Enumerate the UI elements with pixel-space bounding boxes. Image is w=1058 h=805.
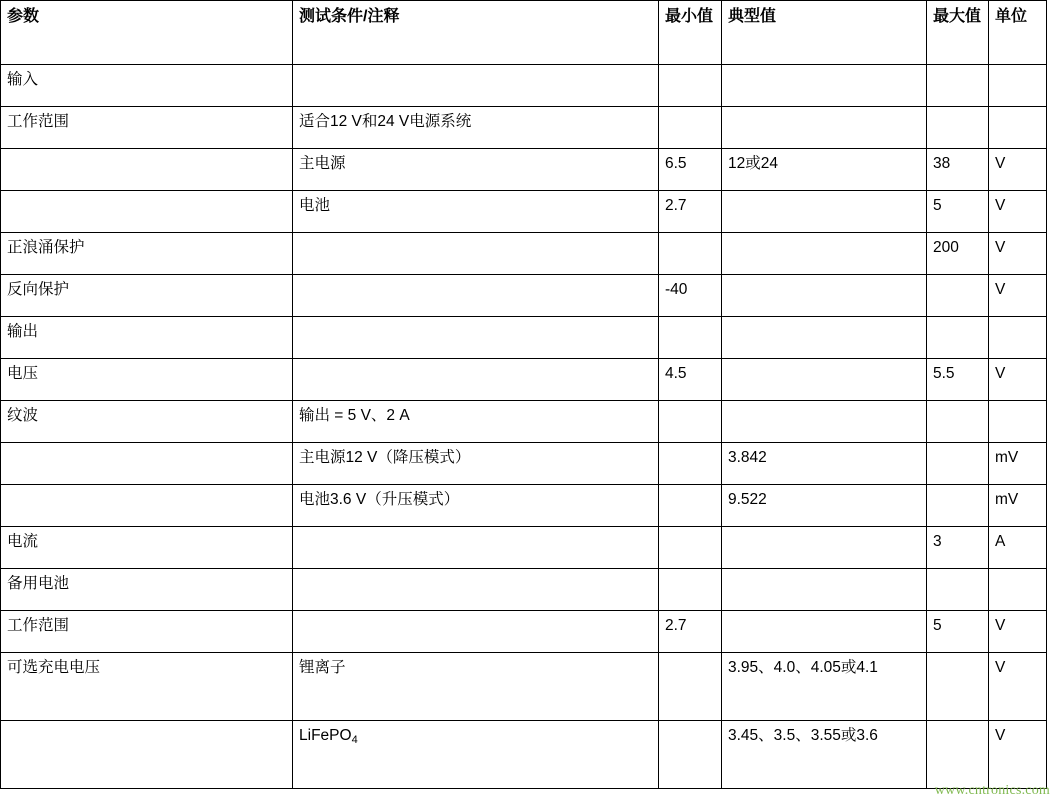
cell-min: 2.7 xyxy=(659,611,722,653)
cell-min xyxy=(659,721,722,789)
cell-unit: V xyxy=(989,359,1047,401)
cell-min xyxy=(659,233,722,275)
cell-unit: V xyxy=(989,191,1047,233)
table-row xyxy=(1,527,1047,569)
cell-max: 5 xyxy=(927,191,989,233)
cell-condition: 主电源12 V（降压模式） xyxy=(293,443,659,485)
cell-typ xyxy=(722,611,927,653)
cell-max xyxy=(927,317,989,359)
cell-unit xyxy=(989,65,1047,107)
cell-max: 3 xyxy=(927,527,989,569)
cell-condition xyxy=(293,317,659,359)
cell-max: 38 xyxy=(927,149,989,191)
table-row xyxy=(1,443,1047,485)
cell-condition: 输出 = 5 V、2 A xyxy=(293,401,659,443)
cell-unit: A xyxy=(989,527,1047,569)
table-row xyxy=(1,569,1047,611)
cell-min xyxy=(659,569,722,611)
table-header-row xyxy=(1,1,1047,65)
table-row xyxy=(1,317,1047,359)
cell-parameter xyxy=(1,485,293,527)
column-header-conditions: 测试条件/注释 xyxy=(293,1,659,65)
table-row xyxy=(1,401,1047,443)
cell-max xyxy=(927,653,989,721)
cell-typ xyxy=(722,527,927,569)
cell-max xyxy=(927,721,989,789)
cell-unit: mV xyxy=(989,485,1047,527)
cell-typ xyxy=(722,233,927,275)
cell-typ: 9.522 xyxy=(722,485,927,527)
cell-max: 5 xyxy=(927,611,989,653)
column-header-parameter: 参数 xyxy=(1,1,293,65)
table-row xyxy=(1,65,1047,107)
cell-min: 2.7 xyxy=(659,191,722,233)
cell-typ xyxy=(722,107,927,149)
cell-condition: 主电源 xyxy=(293,149,659,191)
table-row xyxy=(1,611,1047,653)
cell-condition xyxy=(293,527,659,569)
cell-unit: V xyxy=(989,721,1047,789)
cell-unit xyxy=(989,401,1047,443)
table-body xyxy=(1,65,1047,789)
cell-min xyxy=(659,107,722,149)
cell-parameter: 输出 xyxy=(1,317,293,359)
cell-parameter xyxy=(1,191,293,233)
column-header-min: 最小值 xyxy=(659,1,722,65)
cell-min xyxy=(659,65,722,107)
cell-unit: V xyxy=(989,275,1047,317)
cell-max xyxy=(927,569,989,611)
cell-max: 5.5 xyxy=(927,359,989,401)
column-header-typ: 典型值 xyxy=(722,1,927,65)
table-row xyxy=(1,275,1047,317)
cell-typ xyxy=(722,569,927,611)
subscript: 4 xyxy=(351,734,358,746)
cell-condition: LiFePO4 xyxy=(293,721,659,789)
cell-unit xyxy=(989,107,1047,149)
cell-typ: 3.95、4.0、4.05或4.1 xyxy=(722,653,927,721)
cell-min xyxy=(659,485,722,527)
cell-parameter: 电流 xyxy=(1,527,293,569)
cell-typ xyxy=(722,317,927,359)
cell-parameter: 纹波 xyxy=(1,401,293,443)
cell-min xyxy=(659,653,722,721)
cell-condition: 锂离子 xyxy=(293,653,659,721)
cell-max xyxy=(927,65,989,107)
table-row xyxy=(1,149,1047,191)
cell-parameter: 可选充电电压 xyxy=(1,653,293,721)
cell-typ xyxy=(722,401,927,443)
cell-typ xyxy=(722,275,927,317)
cell-max xyxy=(927,485,989,527)
column-header-unit: 单位 xyxy=(989,1,1047,65)
cell-min: 4.5 xyxy=(659,359,722,401)
table-row xyxy=(1,359,1047,401)
cell-min: 6.5 xyxy=(659,149,722,191)
watermark: www.cntronics.com xyxy=(934,783,1050,798)
table-row xyxy=(1,721,1047,789)
cell-parameter xyxy=(1,721,293,789)
cell-unit: V xyxy=(989,611,1047,653)
cell-min xyxy=(659,527,722,569)
cell-parameter: 备用电池 xyxy=(1,569,293,611)
cell-parameter: 工作范围 xyxy=(1,611,293,653)
cell-typ xyxy=(722,359,927,401)
cell-unit: mV xyxy=(989,443,1047,485)
cell-typ xyxy=(722,191,927,233)
cell-unit xyxy=(989,569,1047,611)
cell-max: 200 xyxy=(927,233,989,275)
table-row xyxy=(1,653,1047,721)
cell-max xyxy=(927,107,989,149)
cell-parameter: 正浪涌保护 xyxy=(1,233,293,275)
cell-parameter: 输入 xyxy=(1,65,293,107)
cell-min xyxy=(659,401,722,443)
cell-condition: 电池 xyxy=(293,191,659,233)
table-row xyxy=(1,191,1047,233)
cell-parameter xyxy=(1,443,293,485)
cell-min xyxy=(659,443,722,485)
cell-unit: V xyxy=(989,653,1047,721)
cell-condition: 适合12 V和24 V电源系统 xyxy=(293,107,659,149)
cell-typ: 12或24 xyxy=(722,149,927,191)
cell-typ: 3.842 xyxy=(722,443,927,485)
column-header-max: 最大值 xyxy=(927,1,989,65)
cell-condition xyxy=(293,611,659,653)
table-row xyxy=(1,107,1047,149)
cell-parameter: 反向保护 xyxy=(1,275,293,317)
cell-condition xyxy=(293,569,659,611)
cell-min: -40 xyxy=(659,275,722,317)
cell-condition xyxy=(293,359,659,401)
table-row xyxy=(1,233,1047,275)
cell-unit: V xyxy=(989,233,1047,275)
cell-condition xyxy=(293,233,659,275)
cell-parameter: 电压 xyxy=(1,359,293,401)
cell-min xyxy=(659,317,722,359)
cell-parameter: 工作范围 xyxy=(1,107,293,149)
cell-max xyxy=(927,275,989,317)
cell-unit xyxy=(989,317,1047,359)
table-row xyxy=(1,485,1047,527)
cell-typ xyxy=(722,65,927,107)
cell-parameter xyxy=(1,149,293,191)
cell-condition: 电池3.6 V（升压模式） xyxy=(293,485,659,527)
cell-condition xyxy=(293,65,659,107)
cell-condition xyxy=(293,275,659,317)
cell-typ: 3.45、3.5、3.55或3.6 xyxy=(722,721,927,789)
cell-max xyxy=(927,443,989,485)
cell-unit: V xyxy=(989,149,1047,191)
cell-max xyxy=(927,401,989,443)
